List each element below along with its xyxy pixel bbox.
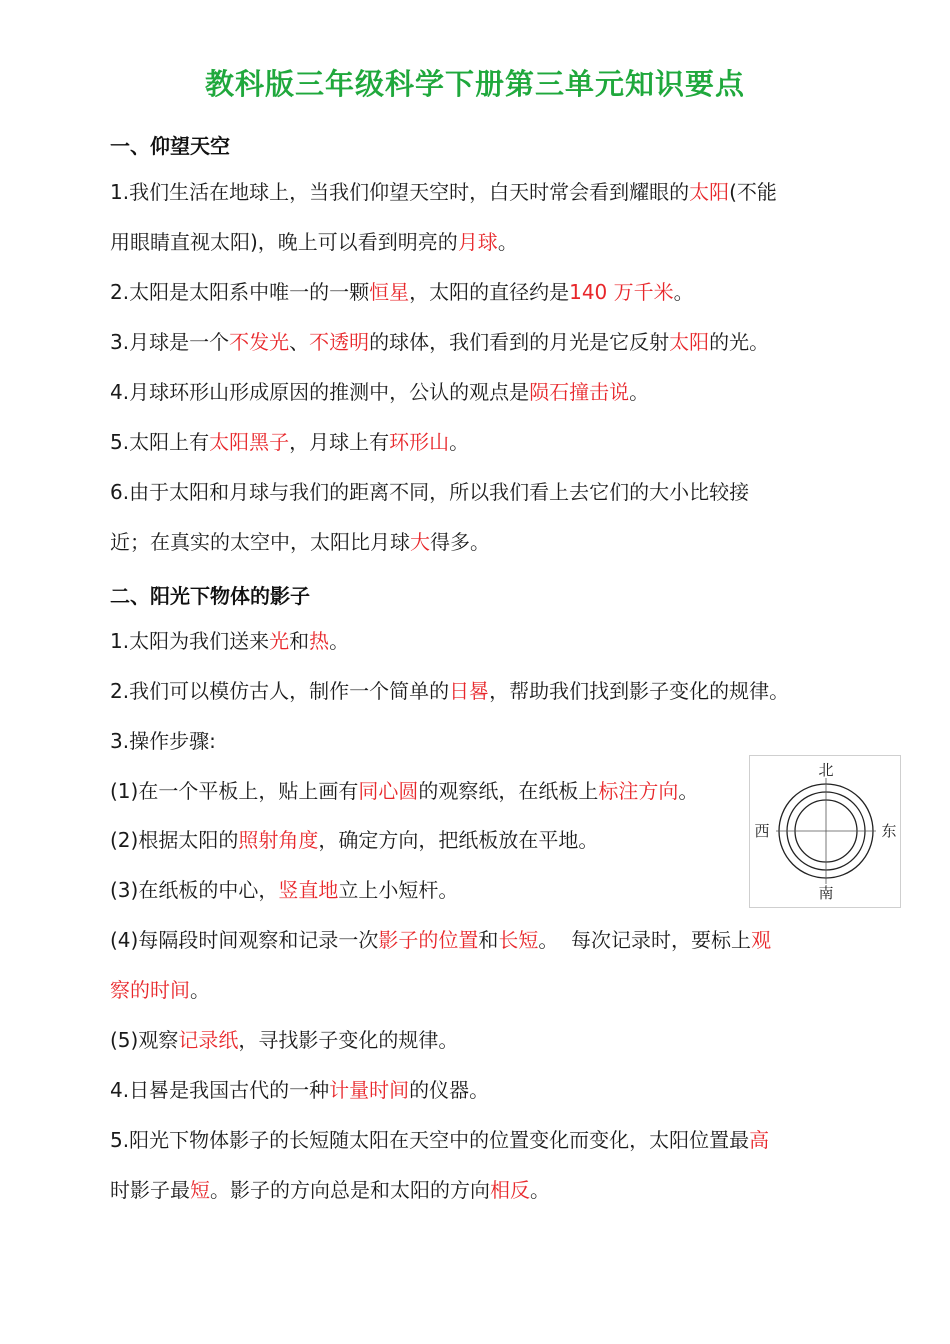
text: 的仪器。 (409, 1078, 490, 1102)
keyword: 短 (190, 1178, 210, 1202)
text: 6.由于太阳和月球与我们的距离不同，所以我们看上去它们的大小比较接 (110, 480, 750, 504)
keyword: 计量时间 (329, 1078, 410, 1102)
text: ，月球上有 (289, 430, 390, 454)
s1-item2 (110, 278, 694, 306)
text: 立上小短杆。 (338, 878, 459, 902)
text: 的球体，我们看到的月光是它反射 (369, 330, 670, 354)
s2-step4-line2 (110, 976, 210, 1004)
s1-item1-line1 (110, 178, 777, 206)
text: 。 (449, 430, 470, 454)
text: 时影子最 (110, 1178, 190, 1202)
keyword: 大 (410, 530, 430, 554)
text: 5.太阳上有 (110, 430, 210, 454)
keyword: 记录纸 (178, 1028, 239, 1052)
text: 。 (497, 230, 518, 254)
keyword: 标注方向 (598, 779, 679, 803)
s1-item3 (110, 328, 769, 356)
keyword: 光 (269, 629, 290, 653)
text: 4.月球环形山形成原因的推测中，公认的观点是 (110, 380, 530, 404)
page-title: 教科版三年级科学下册第三单元知识要点 (204, 67, 745, 101)
text: ，帮助我们找到影子变化的规律。 (489, 679, 790, 703)
west-label: 西 (754, 822, 770, 840)
s2-step4-line1 (110, 926, 771, 954)
keyword: 太阳 (689, 180, 730, 204)
keyword: 竖直地 (278, 878, 339, 902)
text: 2.我们可以模仿古人，制作一个简单的 (110, 679, 450, 703)
keyword: 高 (749, 1128, 770, 1152)
s2-item3 (110, 727, 216, 755)
text: (3)在纸板的中心， (110, 878, 279, 902)
text: 1.太阳为我们送来 (110, 629, 270, 653)
text: (4)每隔段时间观察和记录一次 (110, 928, 379, 952)
keyword: 观 (751, 928, 772, 952)
keyword: 日晷 (449, 679, 490, 703)
keyword: 太阳黑子 (209, 430, 290, 454)
text: 用眼睛直视太阳)，晚上可以看到明亮的 (110, 230, 458, 254)
text: 1.我们生活在地球上，当我们仰望天空时，白天时常会看到耀眼的 (110, 180, 690, 204)
east-label: 东 (881, 822, 897, 840)
keyword: 热 (309, 629, 330, 653)
s1-item4 (110, 378, 649, 406)
s2-item1 (110, 627, 349, 655)
text: 和 (478, 928, 499, 952)
text: 。 (629, 380, 650, 404)
text: 。 (678, 779, 699, 803)
s2-item5-line1 (110, 1126, 769, 1154)
keyword: 察的时间 (110, 978, 190, 1002)
keyword: 照射角度 (238, 828, 319, 852)
text: 、 (289, 330, 310, 354)
keyword: 太阳 (669, 330, 710, 354)
text: ，寻找影子变化的规律。 (238, 1028, 459, 1052)
text: ，太阳的直径约是 (409, 280, 570, 304)
text: 2.太阳是太阳系中唯一的一颗 (110, 280, 370, 304)
s2-item2 (110, 677, 789, 705)
text: 3.月球是一个 (110, 330, 230, 354)
text: 。影子的方向总是和太阳的方向 (210, 1178, 490, 1202)
text: 。 (190, 978, 210, 1002)
keyword: 恒星 (369, 280, 410, 304)
sundial-paper-figure (749, 755, 901, 908)
text: (2)根据太阳的 (110, 828, 239, 852)
text: 。 (530, 1178, 550, 1202)
keyword: 同心圆 (358, 779, 419, 803)
text: 近；在真实的太空中，太阳比月球 (110, 530, 410, 554)
keyword: 不发光 (229, 330, 290, 354)
section-heading-2: 二、阳光下物体的影子 (110, 584, 310, 608)
north-label: 北 (818, 761, 834, 779)
text: (5)观察 (110, 1028, 179, 1052)
s2-step1 (110, 777, 698, 805)
s1-item6-line2 (110, 528, 490, 556)
text: 5.阳光下物体影子的长短随太阳在天空中的位置变化而变化，太阳位置最 (110, 1128, 750, 1152)
keyword: 影子的位置 (378, 928, 479, 952)
section-heading-1: 一、仰望天空 (110, 134, 230, 158)
s2-item5-line2 (110, 1176, 550, 1204)
keyword: 陨石撞击说 (529, 380, 630, 404)
text: 。 (673, 280, 694, 304)
keyword: 140 万千米 (569, 280, 674, 304)
s1-item6-line1 (110, 478, 749, 506)
keyword: 长短 (498, 928, 539, 952)
text: 。 (329, 629, 350, 653)
text: 。 每次记录时，要标上 (538, 928, 752, 952)
concentric-circles-diagram (750, 756, 900, 907)
text: 的观察纸，在纸板上 (418, 779, 599, 803)
text: (1)在一个平板上，贴上画有 (110, 779, 359, 803)
s1-item5 (110, 428, 469, 456)
text: 得多。 (430, 530, 490, 554)
s2-step5 (110, 1026, 458, 1054)
text: (不能 (729, 180, 777, 204)
south-label: 南 (818, 884, 834, 902)
text: 和 (289, 629, 310, 653)
text: 4.日晷是我国古代的一种 (110, 1078, 330, 1102)
keyword: 不透明 (309, 330, 370, 354)
text: 3.操作步骤: (110, 729, 216, 753)
text: ，确定方向，把纸板放在平地。 (318, 828, 599, 852)
s2-step3 (110, 876, 458, 904)
keyword: 月球 (457, 230, 498, 254)
keyword: 相反 (490, 1178, 530, 1202)
s1-item1-line2 (110, 228, 518, 256)
s2-step2 (110, 826, 598, 854)
text: 的光。 (709, 330, 770, 354)
s2-item4 (110, 1076, 489, 1104)
keyword: 环形山 (389, 430, 450, 454)
